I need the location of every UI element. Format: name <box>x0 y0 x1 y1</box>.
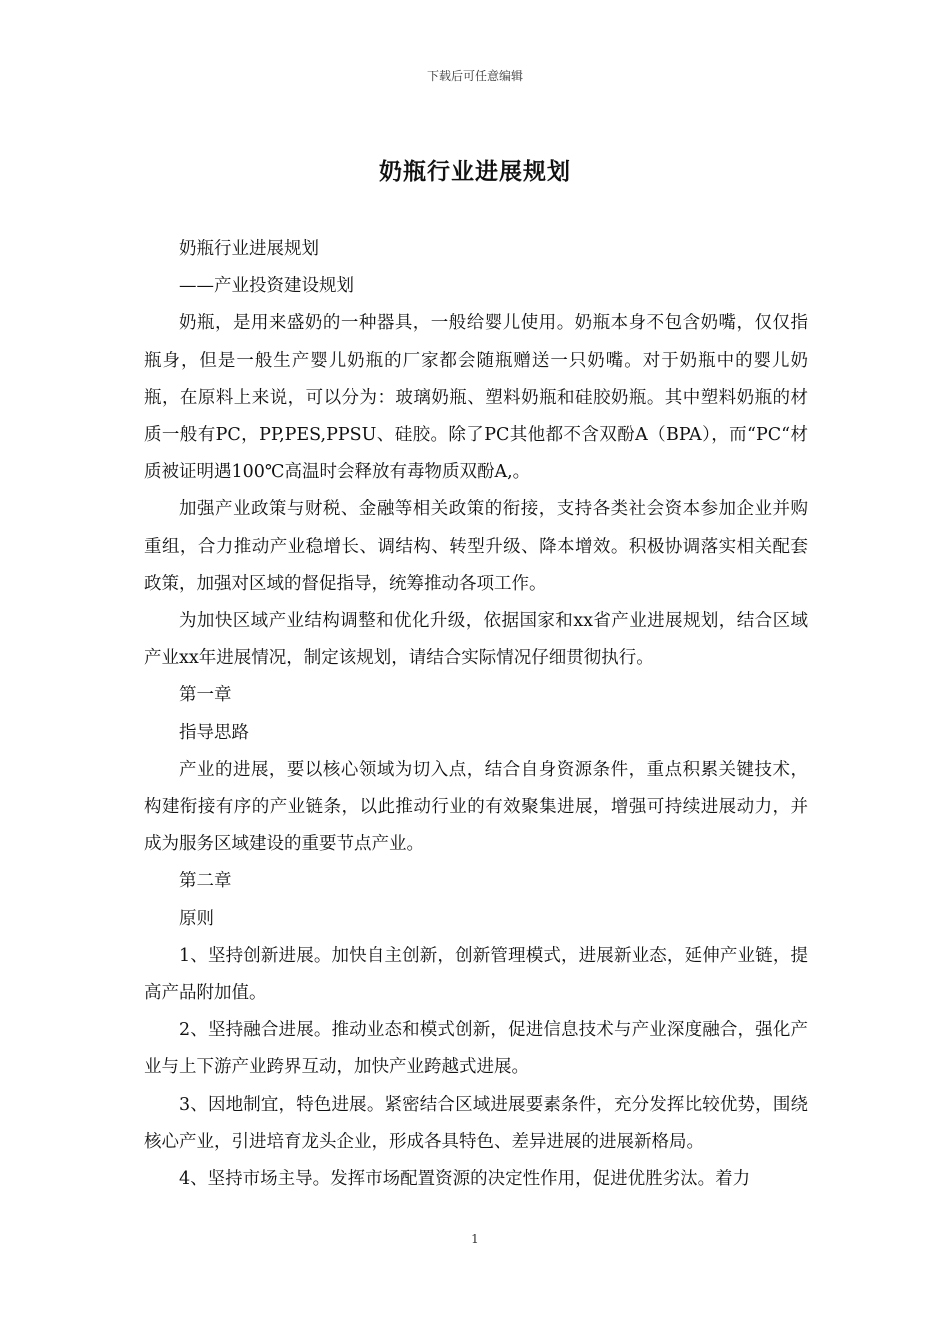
paragraph-purpose: 为加快区域产业结构调整和优化升级，依据国家和xx省产业进展规划，结合区域产业xx年进展情况，制定该规划，请结合实际情况仔细贯彻执行。 <box>144 611 808 669</box>
paragraph-subtitle: 奶瓶行业进展规划 <box>179 239 319 259</box>
paragraph-intro: 奶瓶，是用来盛奶的一种器具，一般给婴儿使用。奶瓶本身不包含奶嘴，仅仅指瓶身，但是一般生产婴儿奶瓶的厂家都会随瓶赠送一只奶嘴。对于奶瓶中的婴儿奶瓶，在原料上来说，可以分为：玻璃奶瓶、塑料奶瓶和硅胶奶瓶。其中塑料奶瓶的材质一般有PC，PP,PES,PPSU、硅胶。除了PC其他都不含双酚A（BPA），而“PC“材质被证明遇100℃高温时会释放有毒物质双酚A,。 <box>144 313 808 483</box>
chapter-1-heading: 第一章 <box>179 685 232 706</box>
principle-item-1: 1、坚持创新进展。加快自主创新，创新管理模式，进展新业态，延伸产业链，提高产品附加值。 <box>144 945 808 1004</box>
paragraph-guidance: 产业的进展，要以核心领域为切入点，结合自身资源条件，重点积累关键技术，构建衔接有序的产业链条，以此推动行业的有效聚集进展，增强可持续进展动力，并成为服务区域建设的重要节点产业。 <box>144 759 808 855</box>
page-header: 下载后可任意编辑 <box>426 69 523 83</box>
chapter-2-title: 原则 <box>179 908 214 929</box>
principle-item-3: 3、因地制宜，特色进展。紧密结合区域进展要素条件，充分发挥比较优势，围绕核心产业，引进培育龙头企业，形成各具特色、差异进展的进展新格局。 <box>144 1094 808 1152</box>
chapter-1-title: 指导思路 <box>179 722 249 743</box>
page-number: 1 <box>471 1232 479 1246</box>
principle-item-4: 4、坚持市场主导。发挥市场配置资源的决定性作用，促进优胜劣汰。着力 <box>179 1169 751 1190</box>
paragraph-policy: 加强产业政策与财税、金融等相关政策的衔接，支持各类社会资本参加企业并购重组，合力推动产业稳增长、调结构、转型升级、降本增效。积极协调落实相关配套政策，加强对区域的督促指导，统筹推动各项工作。 <box>144 499 808 594</box>
paragraph-tagline: ——产业投资建设规划 <box>179 276 354 297</box>
document-title: 奶瓶行业进展规划 <box>379 158 571 185</box>
chapter-2-heading: 第二章 <box>179 871 232 892</box>
principle-item-2: 2、坚持融合进展。推动业态和模式创新，促进信息技术与产业深度融合，强化产业与上下游产业跨界互动，加快产业跨越式进展。 <box>144 1020 808 1078</box>
document-body <box>144 231 808 1198</box>
